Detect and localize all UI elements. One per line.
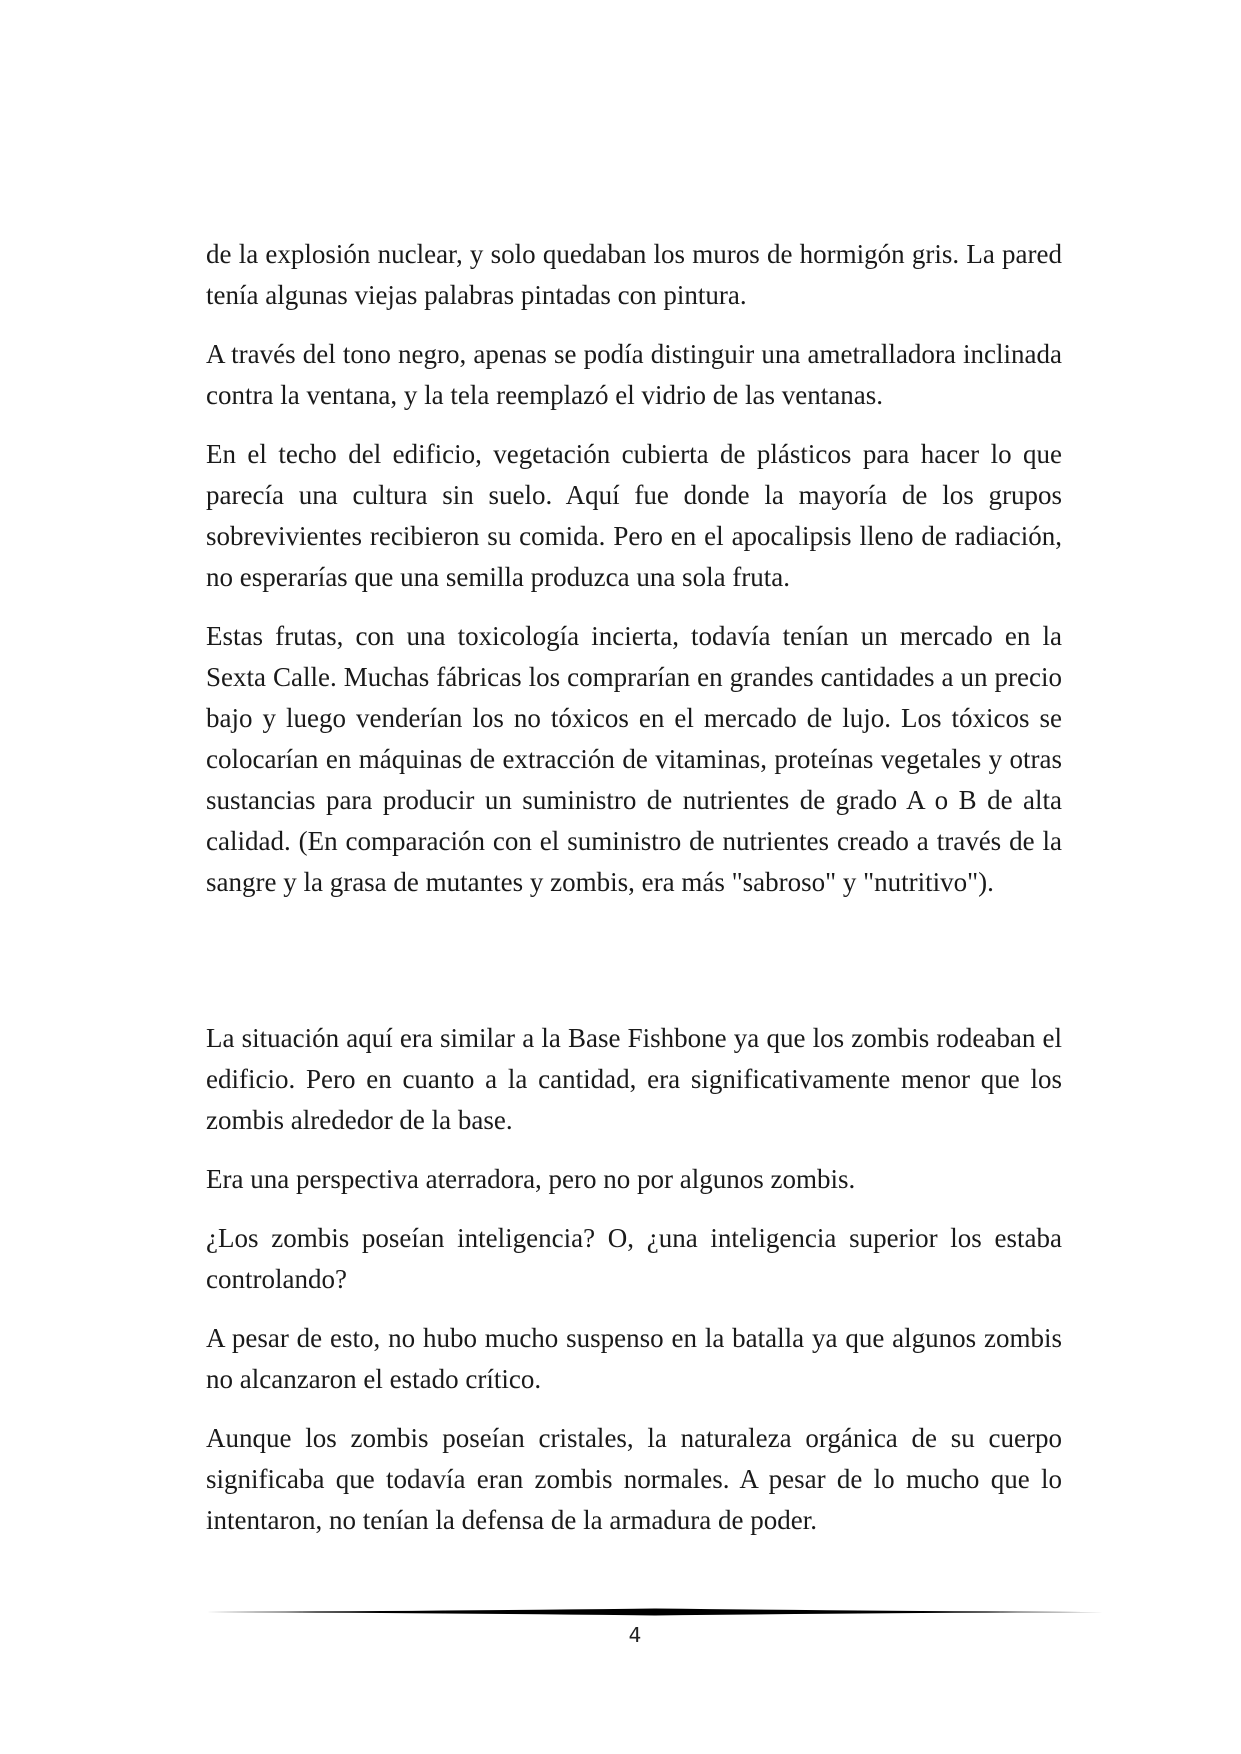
- page-number: 4: [628, 1623, 642, 1647]
- paragraph: La situación aquí era similar a la Base Fishbone ya que los zombis rodeaban el edificio. Pero en cuanto a la cantidad, era significativamente menor que los zombis alrededor de la base.: [206, 1023, 1062, 1135]
- paragraph: de la explosión nuclear, y solo quedaban los muros de hormigón gris. La pared tenía algunas viejas palabras pintadas con pintura.: [206, 239, 1062, 310]
- text-section-1: [206, 234, 1062, 903]
- paragraph: Era una perspectiva aterradora, pero no por algunos zombis.: [206, 1164, 856, 1194]
- paragraph: Aunque los zombis poseían cristales, la naturaleza orgánica de su cuerpo significaba que todavía eran zombis normales. A pesar de lo mucho que lo intentaron, no tenían la defensa de la armadura de poder.: [206, 1423, 1062, 1535]
- paragraph: En el techo del edificio, vegetación cubierta de plásticos para hacer lo que parecía una cultura sin suelo. Aquí fue donde la mayoría de los grupos sobrevivientes recibieron su comida. Pero en el apocalipsis lleno de radiación, no esperarías que una semilla produzca una sola fruta.: [206, 439, 1062, 592]
- text-section-2: [206, 1018, 1062, 1541]
- paragraph: A través del tono negro, apenas se podía distinguir una ametralladora inclinada contra la ventana, y la tela reemplazó el vidrio de las ventanas.: [206, 339, 1062, 410]
- paragraph: ¿Los zombis poseían inteligencia? O, ¿una inteligencia superior los estaba controlando?: [206, 1223, 1062, 1294]
- footer-divider: [206, 1606, 1104, 1618]
- paragraph: Estas frutas, con una toxicología incierta, todavía tenían un mercado en la Sexta Calle. Muchas fábricas los comprarían en grandes cantidades a un precio bajo y luego venderían los no tóxicos en el mercado de lujo. Los tóxicos se colocarían en máquinas de extracción de vitaminas, proteínas vegetales y otras sustancias para producir un suministro de nutrientes de grado A o B de alta calidad. (En comparación con el suministro de nutrientes creado a través de la sangre y la grasa de mutantes y zombis, era más "sabroso" y "nutritivo").: [206, 621, 1062, 897]
- paragraph: A pesar de esto, no hubo mucho suspenso en la batalla ya que algunos zombis no alcanzaron el estado crítico.: [206, 1323, 1062, 1394]
